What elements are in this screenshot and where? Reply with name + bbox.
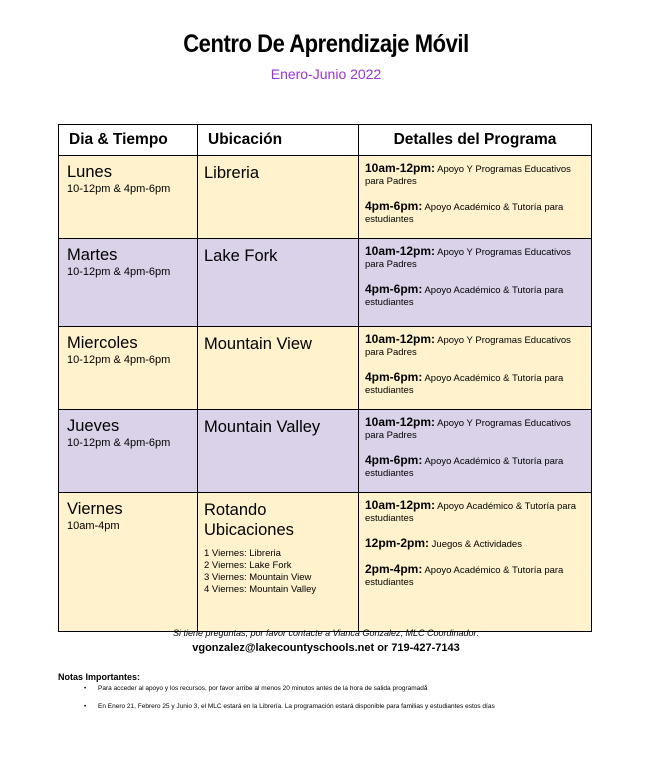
day-hours: 10-12pm & 4pm-6pm [67,183,171,195]
rotating-location-item: 1 Viernes: Libreria [204,548,281,559]
program-time: 10am-12pm: [365,244,436,258]
location-name: Lake Fork [204,247,278,265]
day-hours: 10-12pm & 4pm-6pm [67,266,171,278]
program-time: 4pm-6pm: [365,199,423,213]
day-cell [59,327,198,410]
program-time: 4pm-6pm: [365,453,423,467]
location-name: Libreria [204,164,260,182]
table-row [59,493,592,632]
rotating-location-item: 3 Viernes: Mountain View [204,572,312,583]
location-name: Mountain View [204,335,312,353]
program-time: 4pm-6pm: [365,282,423,296]
day-cell [59,410,198,493]
schedule-table [58,124,592,632]
notes-list [84,684,495,720]
program-item [365,371,587,397]
details-cell [359,239,592,327]
header-program-details: Detalles del Programa [359,125,592,156]
header-location: Ubicación [198,125,359,156]
program-description: Apoyo Académico & Tutoría para estudiantes [365,202,564,225]
details-cell [359,156,592,239]
day-hours: 10-12pm & 4pm-6pm [67,437,171,449]
location-cell [198,410,359,493]
program-description: Juegos & Actividades [429,539,522,550]
program-item [365,333,587,359]
table-row [59,410,592,493]
location-name: Mountain Valley [204,418,321,436]
day-name: Lunes [67,163,112,181]
bullet-icon: • [84,685,87,692]
program-item [365,416,587,442]
note-item [84,702,495,711]
notes-title: Notas Importantes: [58,672,141,682]
day-cell [59,239,198,327]
day-name: Martes [67,246,118,264]
note-text: Para acceder al apoyo y los recursos, por favor arribe al menos 20 minutos antes de la hora de salida programadå [98,685,428,692]
contact-text: Si tiene preguntas, por favor contacte a Vianca Gonzalez, MLC Coordinador: [172,628,479,638]
program-description: Apoyo Y Programas Educativos para Padres [365,164,571,187]
contact-email-phone: vgonzalez@lakecountyschools.net or 719-427-7143 [192,642,460,654]
program-description: Apoyo Académico & Tutoría para estudiantes [365,501,577,524]
rotating-locations [198,540,358,596]
page-title: Centro De Aprendizaje Móvil [183,30,469,58]
day-name: Viernes [67,500,123,518]
day-cell [59,156,198,239]
day-hours: 10-12pm & 4pm-6pm [67,354,171,366]
program-description: Apoyo Académico & Tutoría para estudiantes [365,373,564,396]
table-row [59,239,592,327]
program-time: 4pm-6pm: [365,370,423,384]
program-time: 10am-12pm: [365,332,436,346]
program-time: 10am-12pm: [365,498,436,512]
program-time: 10am-12pm: [365,415,436,429]
program-description: Apoyo Y Programas Educativos para Padres [365,335,571,358]
location-cell [198,493,359,632]
program-item [365,563,587,589]
day-name: Miercoles [67,334,138,352]
details-cell [359,327,592,410]
program-item [365,537,587,551]
program-description: Apoyo Académico & Tutoría para estudiantes [365,456,564,479]
program-item [365,245,587,271]
program-time: 10am-12pm: [365,161,436,175]
note-item [84,684,495,693]
program-description: Apoyo Académico & Tutoría para estudiantes [365,565,564,588]
program-description: Apoyo Y Programas Educativos para Padres [365,418,571,441]
location-name: Rotando Ubicaciones [204,501,294,539]
program-item [365,162,587,188]
day-name: Jueves [67,417,120,435]
table-row [59,156,592,239]
program-description: Apoyo Académico & Tutoría para estudiantes [365,285,564,308]
day-cell [59,493,198,632]
program-time: 12pm-2pm: [365,536,430,550]
bullet-icon: • [84,703,87,710]
program-item [365,499,587,525]
table-header-row [59,125,592,156]
header-day-time: Dia & Tiempo [59,125,198,156]
rotating-location-item: 4 Viernes: Mountain Valley [204,584,317,595]
note-text: En Enero 21, Febrero 25 y Junio 3, el MLC estará en la Librería. La programación estará disponible para familias y estudiantes estos días [98,703,495,710]
table-row [59,327,592,410]
rotating-location-item: 2 Viernes: Lake Fork [204,560,292,571]
day-hours: 10am-4pm [67,520,120,532]
details-cell [359,493,592,632]
location-cell [198,156,359,239]
details-cell [359,410,592,493]
location-cell [198,327,359,410]
program-item [365,454,587,480]
program-description: Apoyo Y Programas Educativos para Padres [365,247,571,270]
program-item [365,283,587,309]
location-cell [198,239,359,327]
program-time: 2pm-4pm: [365,562,423,576]
program-item [365,200,587,226]
page-subtitle: Enero-Junio 2022 [270,66,382,82]
